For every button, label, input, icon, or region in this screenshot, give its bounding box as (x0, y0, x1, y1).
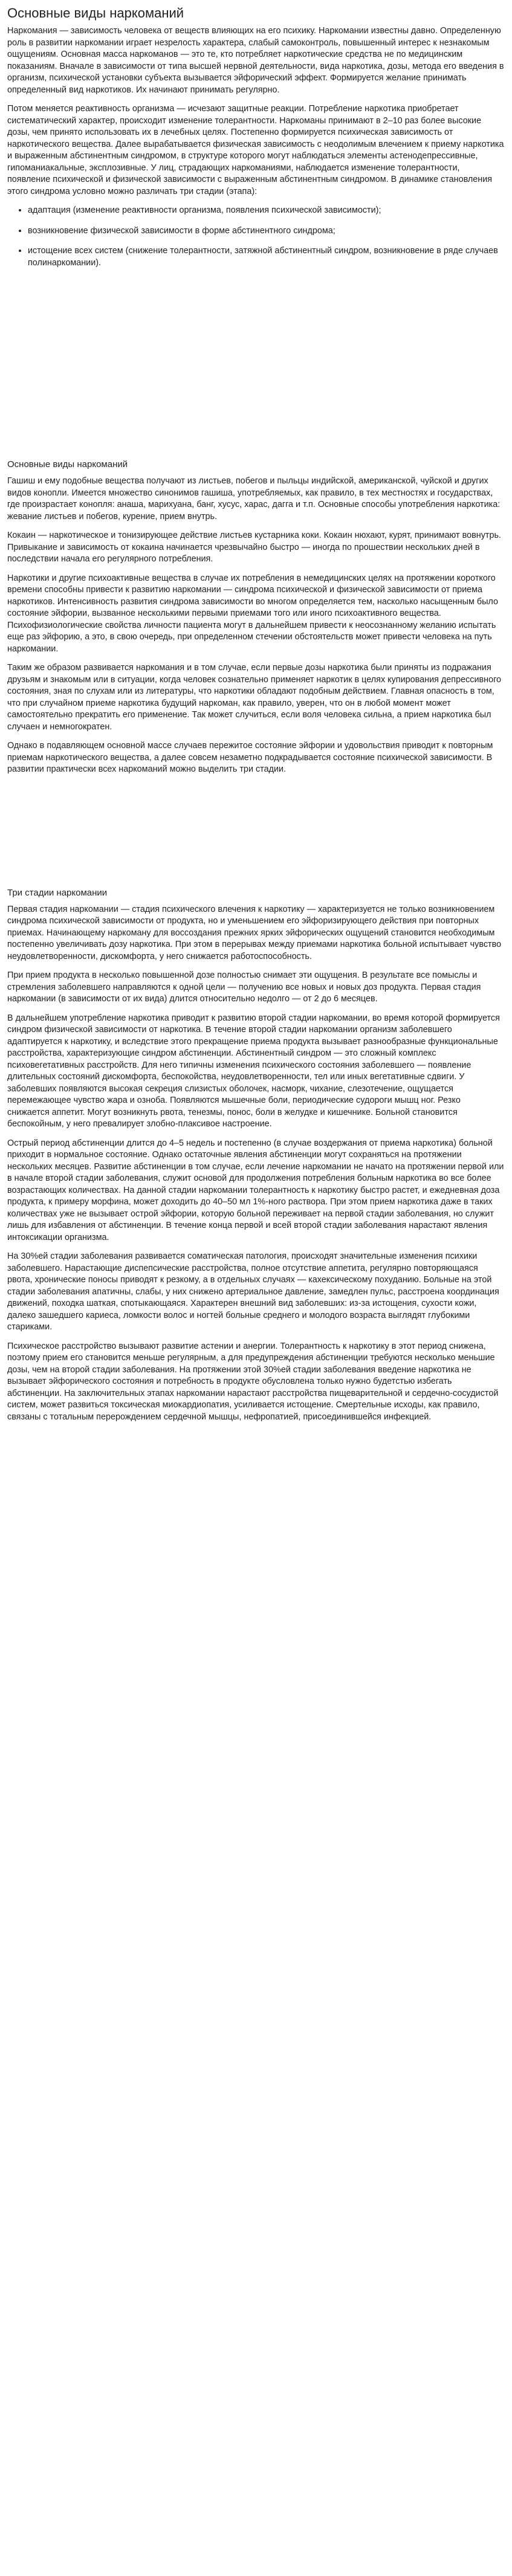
stages-section (7, 887, 505, 1424)
stages-list (7, 205, 505, 269)
list-item: • адаптация (изменение реактивности организма, появления психической зависимости); (28, 205, 505, 217)
paragraph: Наркотики и другие психоактивные вещества в случае их потребления в немедицинских целях на протяжении короткого времени способны привести к развитию наркомании — синдрома психической и физической зависимости от приема наркотиков. Интенсивность развития синдрома зависимости во многом определяется тем, насколько насыщенным было состояние эйфории, вызванное несколькими первыми приемами того или иного психоактивного вещества. Психофизиологические свойства личности пациента могут в дальнейшем привести к неосознанному желанию испытать еще раз эйфорию, а это, в свою очередь, при определенном стечении обстоятельств может привести человека на путь наркомании. (7, 573, 498, 654)
spacer (7, 783, 505, 887)
paragraph: Таким же образом развивается наркомания и в том случае, если первые дозы наркотика были приняты из подражания друзьям и знакомым или в ситуации, когда человек сознательно применяет наркотик в целях купирования депрессивного состояния, зная по слухам или из литературы, что наркотики обладают подобным действием. Главная опасность в том, что при случайном приеме наркотика будущий наркоман, как правило, уверен, что он в любой момент может самостоятельно прекратить его применение. Так может случиться, если воля человека сильна, а прием наркотика был случаен и немногократен. (7, 663, 502, 732)
paragraph: Гашиш и ему подобные вещества получают из листьев, побегов и пыльцы индийской, американской, чуйской и других видов конопли. Имеется множество синонимов гашиша, употребляемых, как правило, в тех местностях и государствах, где произрастает конопля: анаша, марихуана, банг, хусус, харас, дагга и т.п. Основные способы употребления наркотика: жевание листьев и побегов, курение, прием внутрь. (7, 476, 501, 521)
paragraph: Однако в подавляющем основной массе случаев пережитое состояние эйфории и удовольствия приводит к повторным приемам наркотического вещества, а далее совсем незаметно подкрадывается состояние психической зависимости. В развитии практически всех наркоманий можно выделить три стадии. (7, 741, 493, 774)
paragraph: Первая стадия наркомании — стадия психического влечения к наркотику — характеризуется не только возникновением синдрома психической зависимости от продукта, но и уменьшением его эйфоризирующего действия при повторных приемах. Начинающему наркоману для воссоздания прежних ярких эйфорических ощущений становится необходимым постепенно увеличивать дозу наркотика. При этом в перерывах между приемами наркотика больной испытывает чувство неудовлетворенности, дискомфорта, у него снижается работоспособность. (7, 904, 502, 961)
paragraph: При прием продукта в несколько повышенной дозе полностью снимает эти ощущения. В результате все помыслы и стремления заболевшего направляются к одной цели — получению все новых и новых доз продукта. Первая стадия наркомании (в зависимости от их вида) длится относительно недолго — от 2 до 6 месяцев. (7, 970, 481, 1004)
paragraph: В дальнейшем употребление наркотика приводит к развитию второй стадии наркомании, во время которой формируется синдром физической зависимости от наркотика. В течение второй стадии наркомании организм заболевшего адаптируется к наркотику, и вследствие этого прекращение приема продукта вызывает разнообразные функциональные расстройства, характеризующие синдром абстиненции. Абстинентный синдром — это сложный комплекс психовегетативных расстройств. Для него типичны изменения психического состояния заболевшего — появление длительных состояний дискомфорта, беспокойства, неудовлетворенности, тел или иных вегетативные сдвиги. У заболевших появляются высокая секреция слизистых оболочек, насморк, чихание, слезотечение, ощущается перемежающее чувство жара и озноба. Появляются мышечные боли, периодические судороги мышц ног. Резко снижается аппетит. Могут возникнуть рвота, тенезмы, понос, боли в желудке и кишечнике. Больной становится беспокойным, у него превалирует злобно-плаксивое настроение. (7, 1013, 500, 1129)
paragraph: Психическое расстройство вызывают развитие астении и анергии. Толерантность к наркотику в этот период снижена, поэтому прием его становится меньше регулярным, а для предупреждения абстиненции требуются несколько меньшие дозы, чем на второй стадии заболевания. На протяжении этой 30%ей стадии заболевания введение наркотика не вызывает эйфорического состояния и потребность в продукте обусловлена только нужно будетстью избегать абстиненции. На заключительных этапах наркомании нарастают расстройства пищеварительной и сердечно-сосудистой систем, может развиться токсическая миокардиопатия, усиливается истощение. Смертельные исходы, как правило, связаны с тотальным перерождением сердечной мышцы, нефропатией, присоединившейся инфекцией. (7, 1341, 499, 1422)
page-title: Основные виды наркоманий (7, 5, 184, 21)
spacer (7, 277, 505, 459)
paragraph: Кокаин — наркотическое и тонизирующее действие листьев кустарника коки. Кокаин нюхают, курят, принимают вовнутрь. Привыкание и зависимость от кокаина начинается чрезвычайно быстро — иногда по прошествии нескольких дней в последствии начала его регулярного потребления. (7, 531, 501, 564)
list-item: • возникновение физической зависимости в форме абстинентного синдрома; (28, 225, 505, 237)
paragraph: На 30%ей стадии заболевания развивается соматическая патология, происходят значительные изменения психики заболевшего. Нарастающие диспепсические расстройства, полное отсутствие аппетита, регулярно повторяющаяся рвота, хронические поносы приводят к резкому, а в отдельных случаях — кахексическому похуданию. Больные на этой стадии заболевания апатичны, слабы, у них снижено артериальное давление, замедлен пульс, расстроена координация движений, походка шаткая, спотыкающаяся. Характерен внешний вид заболевших: из-за истощения, сухости кожи, далеко зашедшего кариеса, ломкости волос и ногтей больные среднего и молодого возраста выглядят глубокими стариками. (7, 1251, 499, 1332)
paragraph: Наркомания — зависимость человека от веществ влияющих на его психику. Наркомании известны давно. Определенную роль в развитии наркомании играет незрелость характера, слабый самоконтроль, повышенный интерес к незнакомым ощущениям. Основная масса наркоманов — это те, кто потребляет наркотические средства не по медицинским показаниям. Вначале в зависимости от типа высшей нервной деятельности, вида наркотика, дозы, метода его введения в организм, психической установки субъекта вызывается эйфорический эффект. Формируется желание принимать определенный вид наркотиков. Их начинают принимать регулярно. (7, 26, 504, 95)
intro-section (7, 25, 505, 269)
section-title: Три стадии наркомании (7, 887, 108, 898)
list-item: • истощение всех систем (снижение толерантности, затяжной абстинентный синдром, возникновение в ряде случаев полинаркомании). (28, 245, 505, 269)
paragraph: Потом меняется реактивность организма — исчезают защитные реакции. Потребление наркотика приобретает систематический характер, происходит изменение толерантности. Наркоманы принимают в 2–10 раз более высокие дозы, чем принято использовать их в лечебных целях. Постепенно формируется психическая зависимость от наркотического вещества. Далее вырабатывается физическая зависимость с неодолимым влечением к приему наркотика и выраженным абстинентным синдромом, в структуре которого могут наблюдаться элементы астенодепрессивные, гипоманиакальные, эксплозивные. У лиц, страдающих наркоманиями, наблюдается изменение толерантности, появление психической и физической зависимости с выраженным абстинентным синдромом. В динамике становления этого синдрома условно можно различать три стадии (этапа): (7, 104, 504, 196)
section-title: Основные виды наркоманий (7, 459, 128, 470)
paragraph: Острый период абстиненции длится до 4–5 недель и постепенно (в случае воздержания от приема наркотика) больной приходит в нормальное состояние. Однако остаточные явления абстиненции могут сохраняться на протяжении нескольких месяцев. Развитие абстиненции в том случае, если лечение наркомании не начато на протяжении первой или в начале второй стадии заболевания, служит основой для продолжения потребления больным наркотика во все более возрастающих количествах. На данной стадии наркомании толерантность к наркотику быстро растет, и ежедневная доза продукта, к примеру морфина, может доходить до 40–50 мл 1%-ного раствора. При этом прием наркотика даже в таких количествах уже не вызывает острой эйфории, которую больной переживает на первой стадии заболевания, но служит лишь для избавления от абстиненции. В течение конца первой и всей второй стадии заболевания нарастают явления интоксикации организма. (7, 1138, 504, 1242)
types-section (7, 459, 505, 776)
